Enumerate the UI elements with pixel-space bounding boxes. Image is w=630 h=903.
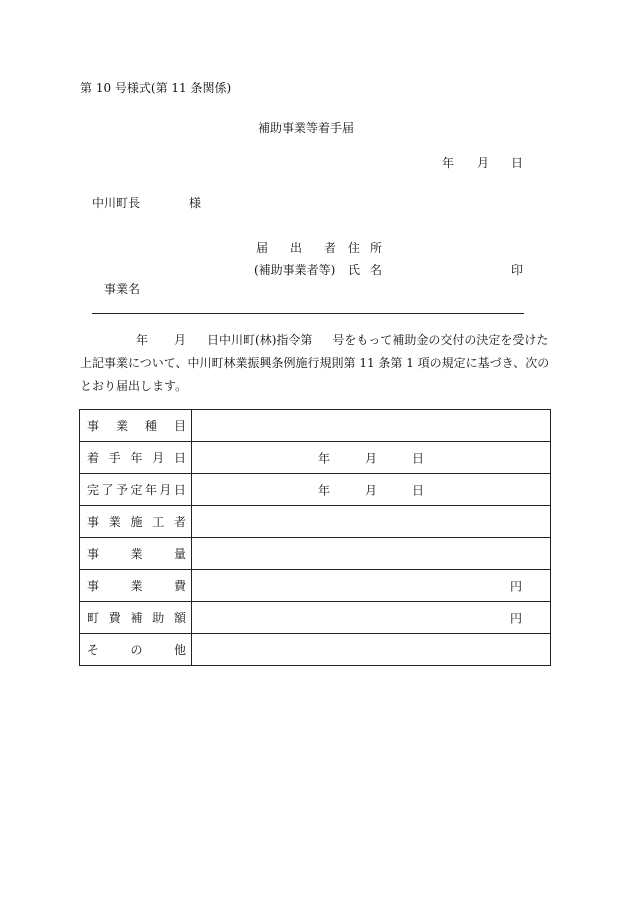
row-value-cell[interactable] <box>192 442 551 474</box>
form-number: 第 10 号様式(第 11 条関係) <box>80 81 232 95</box>
date-day: 日 <box>511 156 524 170</box>
row-label-char: 日 <box>173 451 186 465</box>
body-paragraph <box>80 329 550 398</box>
row-label-char: 予 <box>115 483 128 497</box>
row-label-char: 補 <box>130 611 143 625</box>
body-decision-ref: 日中川町(林)指令第 <box>207 333 313 347</box>
row-label-char: 業 <box>130 579 143 593</box>
row-unit: 円 <box>510 579 523 593</box>
row-label <box>80 506 192 538</box>
row-day: 日 <box>412 451 425 465</box>
table-row <box>80 474 551 506</box>
row-value-cell[interactable] <box>192 602 551 634</box>
name-label-char: 氏 <box>348 263 361 277</box>
address-label-char: 届 <box>256 241 269 255</box>
addressee-name: 中川町長 <box>92 196 141 210</box>
row-label-text <box>87 577 186 594</box>
row-label-char: 事 <box>87 579 100 593</box>
row-label-char: 工 <box>152 515 165 529</box>
row-label-text <box>87 641 186 658</box>
row-label-char: 業 <box>130 547 143 561</box>
project-name-label: 事業名 <box>104 282 141 296</box>
address-label-char: 出 <box>290 241 303 255</box>
row-label-char: 月 <box>159 483 172 497</box>
table-row <box>80 538 551 570</box>
row-value-cell[interactable] <box>192 570 551 602</box>
row-label <box>80 538 192 570</box>
date-month: 月 <box>477 156 490 170</box>
row-label-char: 事 <box>87 547 100 561</box>
name-label-char: 名 <box>370 263 383 277</box>
row-label-char: 年 <box>144 483 157 497</box>
table-row <box>80 634 551 666</box>
row-label <box>80 410 192 442</box>
row-label-char: 町 <box>87 611 100 625</box>
document-title: 補助事業等着手届 <box>258 121 355 135</box>
address-label-char: 者 <box>324 241 337 255</box>
row-value-cell[interactable] <box>192 410 551 442</box>
row-label-char: 月 <box>152 451 165 465</box>
row-year: 年 <box>318 451 331 465</box>
table-row <box>80 570 551 602</box>
row-label-char: 目 <box>173 419 186 433</box>
row-day: 日 <box>412 483 425 497</box>
row-label-char: 着 <box>87 451 100 465</box>
row-label-char: 事 <box>87 515 100 529</box>
row-label-text <box>87 481 186 498</box>
row-label-text <box>87 545 186 562</box>
row-year: 年 <box>318 483 331 497</box>
row-label-char: 了 <box>101 483 114 497</box>
body-month: 月 <box>174 333 187 347</box>
row-label-char: 手 <box>108 451 121 465</box>
table-row <box>80 506 551 538</box>
row-label-char: そ <box>87 643 100 657</box>
body-text-rest: 号をもって補助金の交付の決定を受けた上記事業について、中川町林業振興条例施行規則第 11 条第 1 項の規定に基づき、次のとおり届出します。 <box>80 333 550 393</box>
row-label-text <box>87 609 186 626</box>
row-label <box>80 602 192 634</box>
notice-table <box>79 409 551 666</box>
row-value-cell[interactable] <box>192 474 551 506</box>
body-year: 年 <box>136 333 149 347</box>
row-label-char: 日 <box>173 483 186 497</box>
row-label <box>80 474 192 506</box>
row-label <box>80 442 192 474</box>
row-label-char: 事 <box>87 419 100 433</box>
row-label <box>80 570 192 602</box>
row-label-char: 種 <box>144 419 157 433</box>
seal-mark: 印 <box>511 263 524 277</box>
address-label-char: 所 <box>370 241 383 255</box>
row-label-char: 量 <box>173 547 186 561</box>
row-label-char: 他 <box>173 643 186 657</box>
table-row <box>80 602 551 634</box>
row-label-char: 業 <box>108 515 121 529</box>
row-value-cell[interactable] <box>192 634 551 666</box>
row-label-char: 費 <box>108 611 121 625</box>
address-label-char: 住 <box>348 241 361 255</box>
table-row <box>80 442 551 474</box>
row-unit: 円 <box>510 611 523 625</box>
row-label-char: 年 <box>130 451 143 465</box>
row-label-char: 完 <box>87 483 100 497</box>
date-year: 年 <box>442 156 455 170</box>
addressee-honorific: 様 <box>189 196 202 210</box>
row-label <box>80 634 192 666</box>
row-label-char: 施 <box>130 515 143 529</box>
row-label-char: 者 <box>173 515 186 529</box>
row-month: 月 <box>365 483 378 497</box>
row-label-char: 定 <box>130 483 143 497</box>
row-label-char: 額 <box>173 611 186 625</box>
row-label-text <box>87 513 186 530</box>
row-label-char: の <box>130 643 143 657</box>
row-label-text <box>87 449 186 466</box>
row-value-cell[interactable] <box>192 506 551 538</box>
row-label-text <box>87 417 186 434</box>
table-row <box>80 410 551 442</box>
row-label-char: 助 <box>152 611 165 625</box>
row-month: 月 <box>365 451 378 465</box>
row-label-char: 業 <box>115 419 128 433</box>
applicant-name-prefix: (補助事業者等) <box>254 263 336 277</box>
row-label-char: 費 <box>173 579 186 593</box>
row-value-cell[interactable] <box>192 538 551 570</box>
project-name-underline <box>92 313 524 314</box>
